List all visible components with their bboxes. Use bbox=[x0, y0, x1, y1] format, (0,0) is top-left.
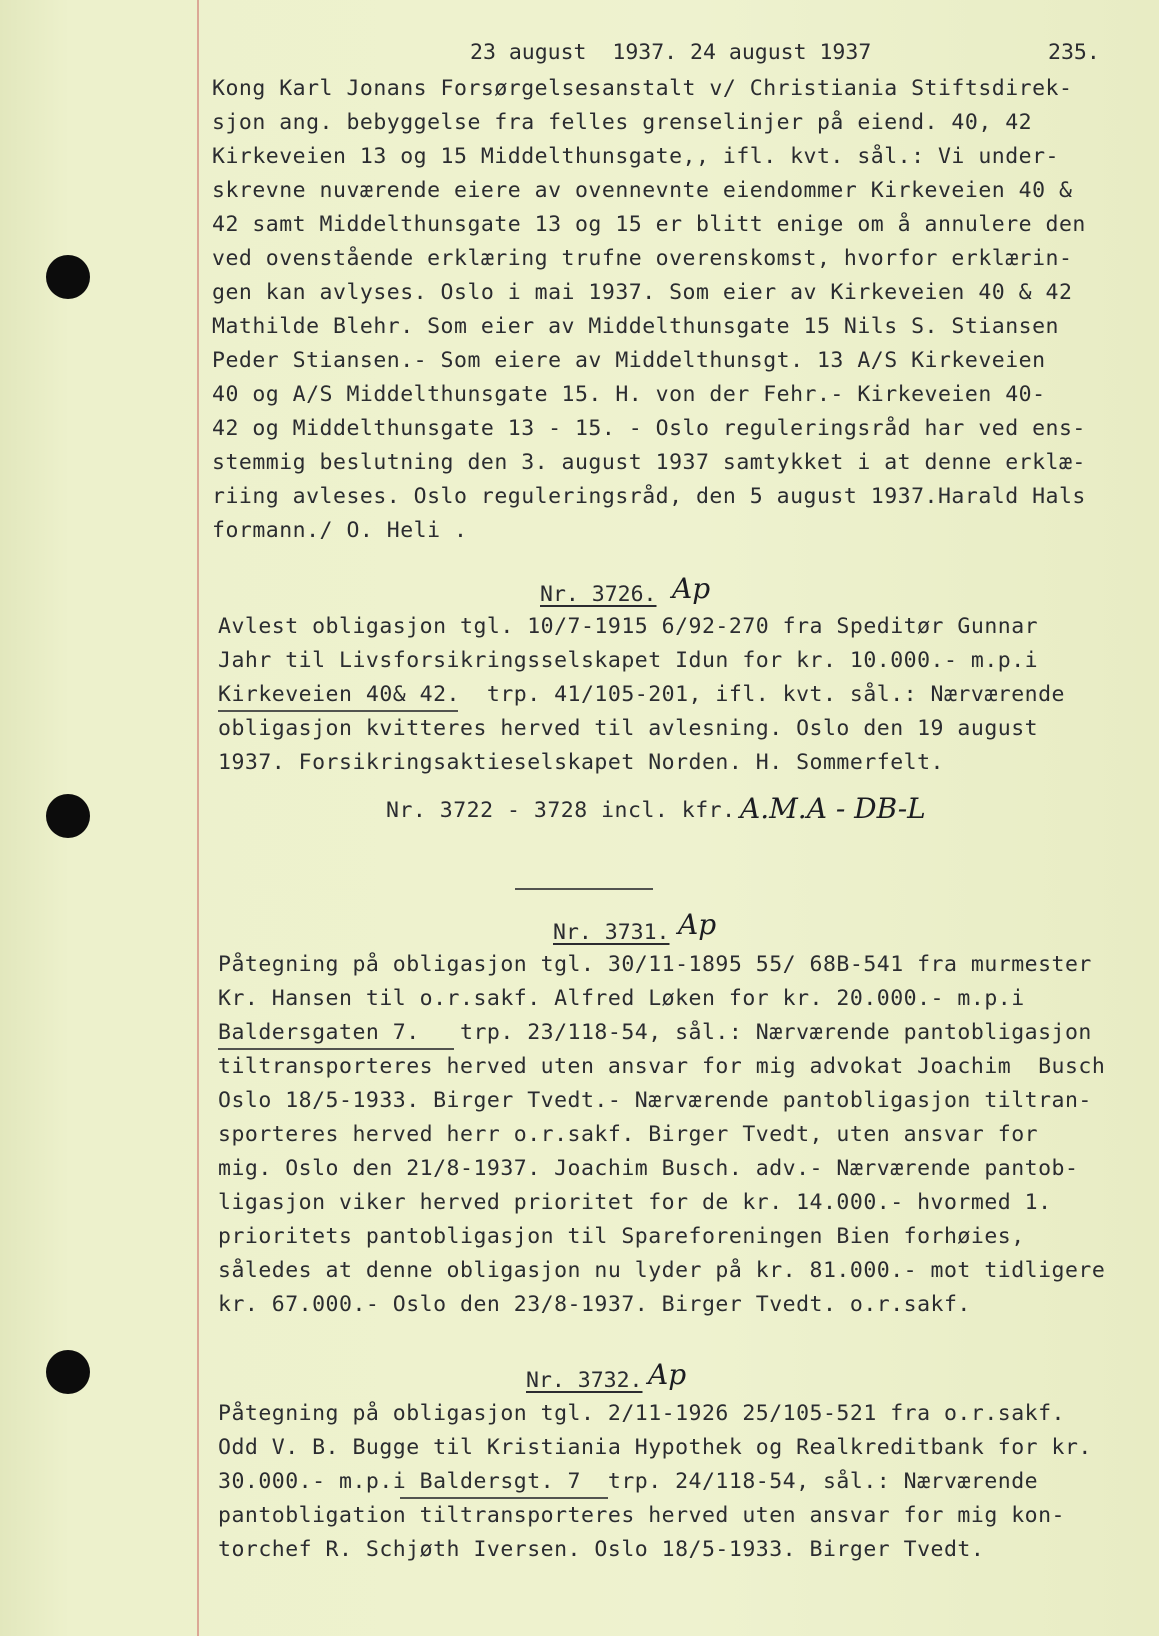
text-line: torchef R. Schjøth Iversen. Oslo 18/5-1933. Birger Tvedt. bbox=[218, 1537, 985, 1562]
text-line: ligasjon viker herved prioritet for de kr. 14.000.- hvormed 1. bbox=[218, 1190, 1052, 1215]
text-line: mig. Oslo den 21/8-1937. Joachim Busch. adv.- Nærværende pantob- bbox=[218, 1156, 1079, 1181]
binder-hole-icon bbox=[46, 1350, 90, 1394]
text-line: 42 samt Middelthunsgate 13 og 15 er blitt enige om å annulere den bbox=[212, 212, 1086, 237]
text-line: Kong Karl Jonans Forsørgelsesanstalt v/ Christiania Stiftsdirek- bbox=[212, 76, 1073, 101]
handwritten-mark: Ap bbox=[678, 908, 717, 941]
red-margin-line bbox=[197, 0, 199, 1636]
property-underline bbox=[400, 1497, 608, 1499]
property-underline bbox=[218, 710, 458, 712]
text-line: gen kan avlyses. Oslo i mai 1937. Som eier av Kirkeveien 40 & 42 bbox=[212, 280, 1073, 305]
text-line: kr. 67.000.- Oslo den 23/8-1937. Birger Tvedt. o.r.sakf. bbox=[218, 1292, 971, 1317]
text-line: Peder Stiansen.- Som eiere av Middelthunsgt. 13 A/S Kirkeveien bbox=[212, 348, 1046, 373]
page-number: 235. bbox=[1048, 40, 1100, 65]
text-line: 30.000.- m.p.i Baldersgt. 7 trp. 24/118-54, sål.: Nærværende bbox=[218, 1469, 1039, 1494]
text-line: riing avleses. Oslo reguleringsråd, den 5 august 1937.Harald Hals bbox=[212, 484, 1086, 509]
text-line: Jahr til Livsforsikringsselskapet Idun for kr. 10.000.- m.p.i bbox=[218, 648, 1039, 673]
text-line: Odd V. B. Bugge til Kristiania Hypothek og Realkreditbank for kr. bbox=[218, 1435, 1092, 1460]
text-line: formann./ O. Heli . bbox=[212, 518, 468, 543]
text-line: således at denne obligasjon nu lyder på kr. 81.000.- mot tidligere bbox=[218, 1258, 1106, 1283]
entry-number: Nr. 3731. bbox=[553, 920, 670, 945]
text-line: sporteres herved herr o.r.sakf. Birger Tvedt, uten ansvar for bbox=[218, 1122, 1039, 1147]
text-line: Kirkeveien 13 og 15 Middelthunsgate,, ifl. kvt. sål.: Vi under- bbox=[212, 144, 1059, 169]
text-line: ved ovenstående erklæring trufne overenskomst, hvorfor erklærin- bbox=[212, 246, 1073, 271]
handwritten-mark: Ap bbox=[672, 572, 711, 605]
text-line: Baldersgaten 7. trp. 23/118-54, sål.: Nærværende pantobligasjon bbox=[218, 1020, 1092, 1045]
text-line: skrevne nuværende eiere av ovennevnte eiendommer Kirkeveien 40 & bbox=[212, 178, 1073, 203]
text-line: 1937. Forsikringsaktieselskapet Norden. H. Sommerfelt. bbox=[218, 750, 944, 775]
property-underline bbox=[218, 1048, 454, 1050]
text-line: Mathilde Blehr. Som eier av Middelthunsgate 15 Nils S. Stiansen bbox=[212, 314, 1059, 339]
text-line: sjon ang. bebyggelse fra felles grenselinjer på eiend. 40, 42 bbox=[212, 110, 1033, 135]
text-line: Kr. Hansen til o.r.sakf. Alfred Løken for kr. 20.000.- m.p.i bbox=[218, 986, 1025, 1011]
text-line: Kirkeveien 40& 42. trp. 41/105-201, ifl. kvt. sål.: Nærværende bbox=[218, 682, 1065, 707]
text-line: Påtegning på obligasjon tgl. 30/11-1895 55/ 68B-541 fra murmester bbox=[218, 952, 1092, 977]
cross-reference-text: Nr. 3722 - 3728 incl. kfr. bbox=[386, 798, 736, 823]
text-line: obligasjon kvitteres herved til avlesning. Oslo den 19 august bbox=[218, 716, 1039, 741]
text-line: stemmig beslutning den 3. august 1937 samtykket i at denne erklæ- bbox=[212, 450, 1086, 475]
binder-hole-icon bbox=[46, 255, 90, 299]
binder-hole-icon bbox=[46, 794, 90, 838]
text-line: Avlest obligasjon tgl. 10/7-1915 6/92-270 fra Speditør Gunnar bbox=[218, 614, 1039, 639]
header-dates: 23 august 1937. 24 august 1937 bbox=[470, 40, 872, 65]
text-line: Oslo 18/5-1933. Birger Tvedt.- Nærværende pantobligasjon tiltran- bbox=[218, 1088, 1092, 1113]
entry-number: Nr. 3726. bbox=[540, 582, 657, 607]
text-line: pantobligation tiltransporteres herved uten ansvar for mig kon- bbox=[218, 1503, 1065, 1528]
text-line: prioritets pantobligasjon til Spareforeningen Bien forhøies, bbox=[218, 1224, 1025, 1249]
section-divider bbox=[515, 888, 653, 890]
text-line: tiltransporteres herved uten ansvar for mig advokat Joachim Busch bbox=[218, 1054, 1106, 1079]
entry-number: Nr. 3732. bbox=[526, 1368, 643, 1393]
text-line: 40 og A/S Middelthunsgate 15. H. von der Fehr.- Kirkeveien 40- bbox=[212, 382, 1046, 407]
text-line: Påtegning på obligasjon tgl. 2/11-1926 25/105-521 fra o.r.sakf. bbox=[218, 1401, 1065, 1426]
handwritten-signature: A.M.A - DB-L bbox=[740, 792, 926, 825]
text-line: 42 og Middelthunsgate 13 - 15. - Oslo reguleringsråd har ved ens- bbox=[212, 416, 1086, 441]
handwritten-mark: Ap bbox=[648, 1358, 687, 1391]
